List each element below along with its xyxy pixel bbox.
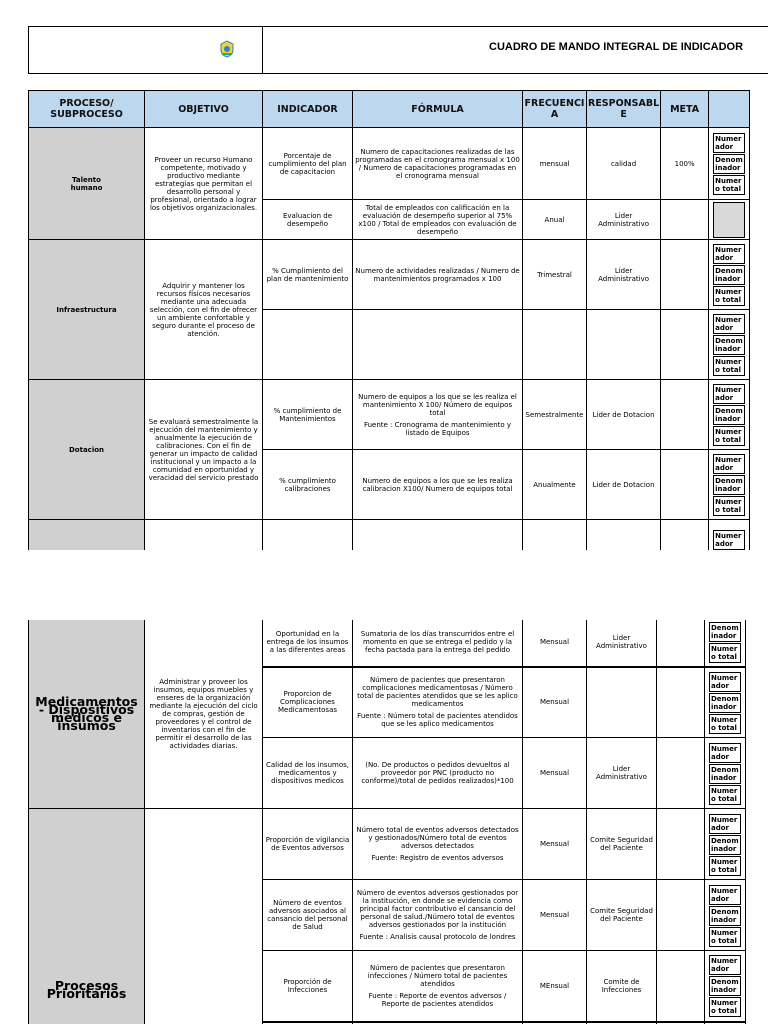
frequency-cell: Anual (523, 200, 587, 240)
responsible-cell: Lider Administrativo (587, 620, 657, 667)
table-row (29, 620, 746, 667)
denominator-label: Denom inador (715, 337, 743, 353)
process-label: Procesos Prioritarios (46, 977, 127, 1001)
indicator-cell: % cumplimiento calibraciones (263, 450, 353, 520)
formula-source: Fuente : Analisis causal protocolo de londres (359, 933, 516, 941)
frequency-cell: Semestralmente (523, 380, 587, 450)
responsible-cell: Comite Seguridad del Paciente (587, 880, 657, 951)
indicator-cell (263, 520, 353, 551)
responsible-cell: Lider de Dotacion (587, 450, 661, 520)
goal-cell: 100% (661, 128, 709, 200)
formula-cell (353, 951, 523, 1022)
logo-cell (29, 27, 263, 73)
denominator-label: Denom inador (715, 156, 743, 172)
formula-cell: Sumatoria de los días transcurridos entre el momento en que se entrega el pedido y la fecha pactada para la entrega del pedido (353, 620, 523, 667)
col-header-formula: FÓRMULA (353, 91, 523, 128)
responsible-cell: Lider de Dotacion (587, 380, 661, 450)
formula-source: Fuente : Número total de pacientes atendidos que se les aplico medicamentos (357, 712, 518, 729)
process-cell (29, 809, 145, 1024)
indicator-cell (263, 310, 353, 380)
formula-cell (353, 880, 523, 951)
goal-cell (661, 200, 709, 240)
responsible-cell: calidad (587, 128, 661, 200)
numerator-label: Numer ador (709, 672, 741, 692)
table-row (29, 809, 746, 880)
col-header-meta: META (661, 91, 709, 128)
institution-logo-icon (219, 40, 235, 58)
responsible-cell: Lider Administrativo (587, 200, 661, 240)
formula-cell (353, 380, 523, 450)
frequency-cell (523, 310, 587, 380)
goal-cell (661, 520, 709, 551)
table-row (29, 128, 750, 200)
table-row (29, 520, 750, 551)
measure-stack (705, 809, 746, 880)
formula-cell: Numero de equipos a los que se les realiza calibracion X100/ Numero de equipos total (353, 450, 523, 520)
col-header-responsable: RESPONSABL E (587, 91, 661, 128)
col-header-indicador: INDICADOR (263, 91, 353, 128)
indicator-cell: Número de eventos adversos asociados al cansancio del personal de Salud (263, 880, 353, 951)
measure-stack (709, 380, 750, 450)
total-label: Numer o total (709, 856, 741, 876)
formula-cell (353, 809, 523, 880)
document-header (28, 26, 768, 74)
formula-cell: Total de empleados con calificación en la evaluación de desempeño superior al 75% x100 / Total de empleados con evaluación de desempeño (353, 200, 523, 240)
indicator-cell: Porcentaje de cumplimiento del plan de capacitacion (263, 128, 353, 200)
document-title: CUADRO DE MANDO INTEGRAL DE INDICADOR (489, 41, 744, 53)
responsible-cell (587, 667, 657, 738)
measure-stack (709, 128, 750, 200)
objective-cell: Se evaluará semestralmente la ejecución del mantenimiento y anualmente la ejecución de calibraciones. Con el fin de generar un impacto de calidad institucional y un impacto a la comunidad en oportunidad y veracidad del servicio prestado (145, 380, 263, 520)
table-header-row (29, 91, 750, 128)
responsible-cell (587, 520, 661, 551)
indicator-cell: Proporción de vigilancia de Eventos adversos (263, 809, 353, 880)
goal-cell (661, 450, 709, 520)
indicator-table-page-2 (28, 620, 746, 1024)
formula-source: Fuente : Cronograma de mantenimiento y listado de Equipos (363, 420, 512, 437)
formula-text: Número de pacientes que presentaron infecciones / Número total de pacientes atendidos (367, 963, 508, 988)
denominator-label: Denom inador (711, 694, 739, 711)
frequency-cell: Mensual (523, 738, 587, 809)
frequency-cell (523, 520, 587, 551)
formula-cell (353, 667, 523, 738)
process-cell: Talento humano (29, 128, 145, 240)
numerator-label: Numer ador (713, 244, 745, 264)
frequency-cell: Anualmente (523, 450, 587, 520)
total-label: Numer o total (713, 286, 745, 306)
frequency-cell: Mensual (523, 880, 587, 951)
responsible-cell: Lider Administrativo (587, 738, 657, 809)
process-cell: Dotacion (29, 380, 145, 520)
col-header-blank (709, 91, 750, 128)
process-cell: Medicamentos - Dispositivos medicos e insumos (29, 620, 145, 809)
table-row (29, 240, 750, 310)
denominator-label: Denom inador (711, 836, 739, 853)
total-label: Numer o total (713, 426, 745, 446)
frequency-cell: Mensual (523, 620, 587, 667)
measure-stack (705, 738, 746, 809)
measure-stack (709, 450, 750, 520)
total-label: Numer o total (709, 643, 741, 663)
col-header-proceso: PROCESO/ SUBPROCESO (29, 91, 145, 128)
goal-cell (657, 620, 705, 667)
numerator-label: Numer ador (713, 530, 745, 550)
indicator-cell: Proporción de Infecciones (263, 951, 353, 1022)
numerator-label: Numer ador (713, 384, 745, 404)
frequency-cell: Trimestral (523, 240, 587, 310)
numerator-label: Numer ador (709, 885, 741, 905)
measure-stack (709, 200, 750, 240)
total-label: Numer o total (713, 356, 745, 376)
col-header-objetivo: OBJETIVO (145, 91, 263, 128)
indicator-cell: Oportunidad en la entrega de los insumos a las diferentes areas (263, 620, 353, 667)
measure-stack (709, 240, 750, 310)
responsible-cell: Comite Seguridad del Paciente (587, 809, 657, 880)
process-cell (29, 520, 145, 551)
numerator-label: Numer ador (709, 743, 741, 763)
total-label: Numer o total (709, 997, 741, 1017)
denominator-label: Denom inador (715, 477, 743, 493)
measure-stack (709, 310, 750, 380)
measure-stack (705, 667, 746, 738)
indicator-cell: % Cumplimiento del plan de mantenimiento (263, 240, 353, 310)
numerator-label: Numer ador (713, 454, 745, 474)
indicator-cell: Calidad de los insumos, medicamentos y dispositivos medicos (263, 738, 353, 809)
total-label: Numer o total (709, 927, 741, 947)
total-label: Numer o total (709, 714, 741, 734)
frequency-cell: mensual (523, 128, 587, 200)
frequency-cell: Mensual (523, 809, 587, 880)
goal-cell (657, 880, 705, 951)
indicator-table-page-1 (28, 90, 750, 550)
formula-text: Numero de equipos a los que se les realiza el mantenimiento X 100/ Número de equipos total (358, 392, 517, 417)
goal-cell (661, 310, 709, 380)
document-page-2 (0, 620, 768, 1024)
goal-cell (661, 240, 709, 310)
objective-cell: Adquirir y mantener los recursos físicos necesarios mediante una adecuada selección, con el fin de ofrecer un ambiente confortable y seguro durante el proceso de atención. (145, 240, 263, 380)
objective-cell: Administrar y proveer los insumos, equipos muebles y enseres de la organización mediante la ejecución del ciclo de compras, gestión de proveedores y el control de inventarios con el fin de permitir el desarrollo de las actividades diarias. (145, 620, 263, 809)
indicator-cell: Proporcion de Complicaciones Medicamentosas (263, 667, 353, 738)
indicator-cell: % cumplimiento de Mantenimientos (263, 380, 353, 450)
formula-cell: Numero de actividades realizadas / Numero de mantenimientos programados x 100 (353, 240, 523, 310)
measure-stack (705, 880, 746, 951)
indicator-cell: Evaluacion de desempeño (263, 200, 353, 240)
denominator-label: Denom inador (711, 978, 739, 995)
frequency-cell: Mensual (523, 667, 587, 738)
numerator-label: Numer ador (713, 314, 745, 334)
formula-cell (353, 520, 523, 551)
formula-source: Fuente : Reporte de eventos adversos / Reporte de pacientes atendidos (368, 991, 507, 1008)
empty-box (713, 202, 745, 238)
objective-cell: Proveer un recurso Humano competente, motivado y productivo mediante estrategias que permitan el desarrollo personal y profesional, orientado a lograr los objetivos organizacionales. (145, 128, 263, 240)
measure-stack (705, 951, 746, 1022)
formula-text: Número de eventos adversos gestionados por la institución, en donde se evidencia como principal factor contributivo el cansancio del personal de salud./Número total de eventos adversos gestionados por la institución (356, 889, 519, 929)
denominator-label: Denom inador (715, 407, 743, 423)
responsible-cell (587, 310, 661, 380)
measure-stack (705, 620, 746, 667)
total-label: Numer o total (713, 175, 745, 195)
formula-text: Número total de eventos adversos detectados y gestionados/Número total de eventos adversos detectados (356, 826, 519, 850)
responsible-cell: Lider Administrativo (587, 240, 661, 310)
responsible-cell: Comite de Infecciones (587, 951, 657, 1022)
denominator-label: Denom inador (711, 765, 739, 782)
denominator-label: Denom inador (715, 267, 743, 283)
frequency-cell: MEnsual (523, 951, 587, 1022)
col-header-frecuencia: FRECUENCI A (523, 91, 587, 128)
formula-cell (353, 310, 523, 380)
goal-cell (657, 738, 705, 809)
formula-source: Fuente: Registro de eventos adversos (371, 854, 504, 862)
objective-cell (145, 809, 263, 1024)
formula-text: Número de pacientes que presentaron complicaciones medicamentosas / Número total de pacientes atendidos que se les aplico medicamentos (357, 676, 518, 709)
goal-cell (657, 951, 705, 1022)
table-row (29, 380, 750, 450)
total-label: Numer o total (709, 785, 741, 805)
numerator-label: Numer ador (713, 133, 745, 153)
formula-cell: (No. De productos o pedidos devueltos al proveedor por PNC (producto no conforme)/total de pedidos realizados)*100 (353, 738, 523, 809)
denominator-label: Denom inador (711, 624, 739, 641)
total-label: Numer o total (713, 496, 745, 516)
goal-cell (657, 667, 705, 738)
goal-cell (661, 380, 709, 450)
numerator-label: Numer ador (709, 814, 741, 834)
process-cell: Infraestructura (29, 240, 145, 380)
formula-cell: Numero de capacitaciones realizadas de las programadas en el cronograma mensual x 100 / Numero de capacitaciones programadas en el cronograma mensual (353, 128, 523, 200)
denominator-label: Denom inador (711, 907, 739, 924)
objective-cell (145, 520, 263, 551)
goal-cell (657, 809, 705, 880)
measure-stack (709, 520, 750, 551)
numerator-label: Numer ador (709, 955, 741, 975)
